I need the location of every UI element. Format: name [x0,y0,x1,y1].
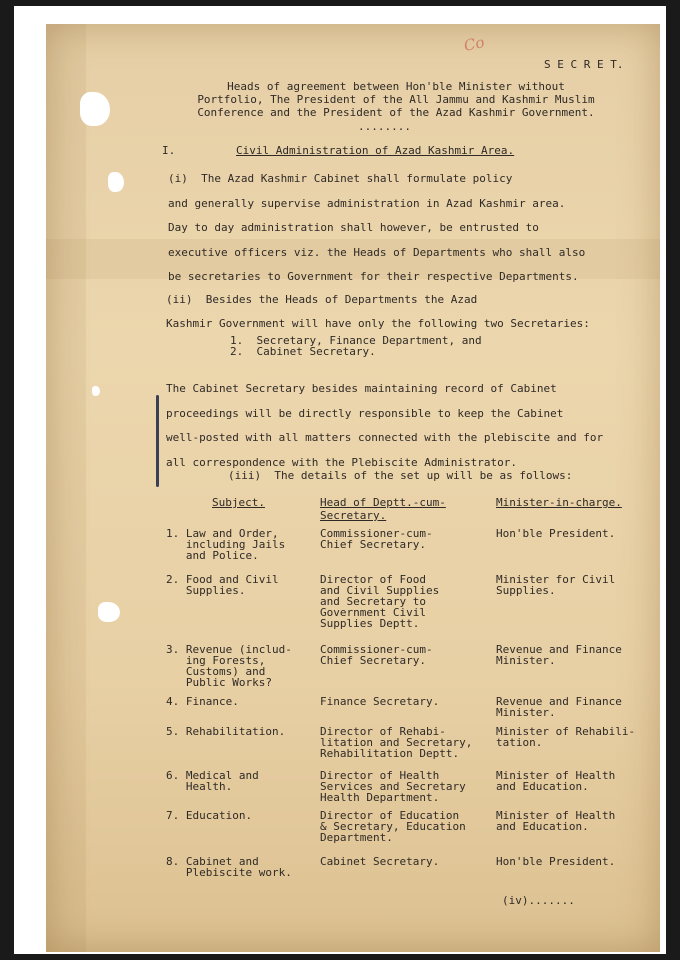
table-header-subject: Subject. [212,496,265,509]
paper-tear [92,386,100,396]
secretaries-list: 1. Secretary, Finance Department, and 2. Cabinet Secretary. [230,334,482,358]
table-cell-minister: Minister of Health and Education. [496,769,616,793]
table-header-minister: Minister-in-charge. [496,496,622,509]
table-cell-minister: Revenue and Finance Minister. [496,643,622,667]
section-title: Civil Administration of Azad Kashmir Area. [236,144,515,157]
paragraph-cabinet-secretary: The Cabinet Secretary besides maintaining record of Cabinet proceedings will be directly responsible to keep the Cabinet well-posted with all matters connected with the plebiscite and for all correspondence with the Plebiscite Administrator. [166,382,604,469]
table-header-head: Head of Deptt.-cum- Secretary. [320,496,446,522]
table-cell-head: Commissioner-cum- Chief Secretary. [320,527,433,551]
table-cell-head: Commissioner-cum- Chief Secretary. [320,643,433,667]
table-cell-minister: Hon'ble President. [496,527,616,540]
table-cell-subject: 3. Revenue (includ- ing Forests, Customs) and Public Works? [166,643,292,689]
photo-frame [14,6,666,954]
paper-tear [98,602,120,622]
table-cell-subject: 8. Cabinet and Plebiscite work. [166,855,292,879]
table-cell-head: Director of Rehabi- litation and Secretary, Rehabilitation Deptt. [320,725,473,760]
paragraph-ii: (ii) Besides the Heads of Departments the Azad Kashmir Government will have only the following two Secretaries: [166,293,590,330]
document-page [46,24,660,952]
table-cell-subject: 2. Food and Civil Supplies. [166,573,279,597]
table-cell-subject: 5. Rehabilitation. [166,725,286,738]
table-cell-head: Director of Food and Civil Supplies and Secretary to Government Civil Supplies Deptt. [320,573,440,630]
red-ink-mark: Co [462,33,487,55]
paragraph-i: (i) The Azad Kashmir Cabinet shall formulate policy and generally supervise administration in Azad Kashmir area. Day to day administration shall however, be entrusted to executive officers viz. the Heads of Departments who shall also be secretaries to Government for their respective Departments. [168,172,586,283]
table-cell-subject: 1. Law and Order, including Jails and Police. [166,527,286,562]
table-cell-minister: Minister of Rehabili- tation. [496,725,636,749]
paper-tear [80,92,110,126]
paper-fold-shadow [46,24,86,952]
heading-divider: ........ [358,120,411,133]
table-cell-head: Finance Secretary. [320,695,440,708]
margin-bracket [156,395,159,487]
table-cell-subject: 7. Education. [166,809,253,822]
paragraph-iii: (iii) The details of the set up will be as follows: [228,469,573,482]
table-cell-subject: 4. Finance. [166,695,239,708]
document-heading: Heads of agreement between Hon'ble Minister without Portfolio, The President of the All Jammu and Kashmir Muslim Conference and the President of the Azad Kashmir Government. [197,80,595,119]
table-cell-head: Director of Health Services and Secretary Health Department. [320,769,466,804]
continuation-marker: (iv)....... [502,894,575,907]
paper-tear [108,172,124,192]
table-cell-head: Director of Education & Secretary, Education Department. [320,809,466,844]
table-cell-head: Cabinet Secretary. [320,855,440,868]
table-cell-subject: 6. Medical and Health. [166,769,259,793]
table-cell-minister: Hon'ble President. [496,855,616,868]
section-number: I. [162,144,176,157]
secret-label: S E C R E T. [544,58,624,71]
table-cell-minister: Minister for Civil Supplies. [496,573,616,597]
table-cell-minister: Revenue and Finance Minister. [496,695,622,719]
table-cell-minister: Minister of Health and Education. [496,809,616,833]
